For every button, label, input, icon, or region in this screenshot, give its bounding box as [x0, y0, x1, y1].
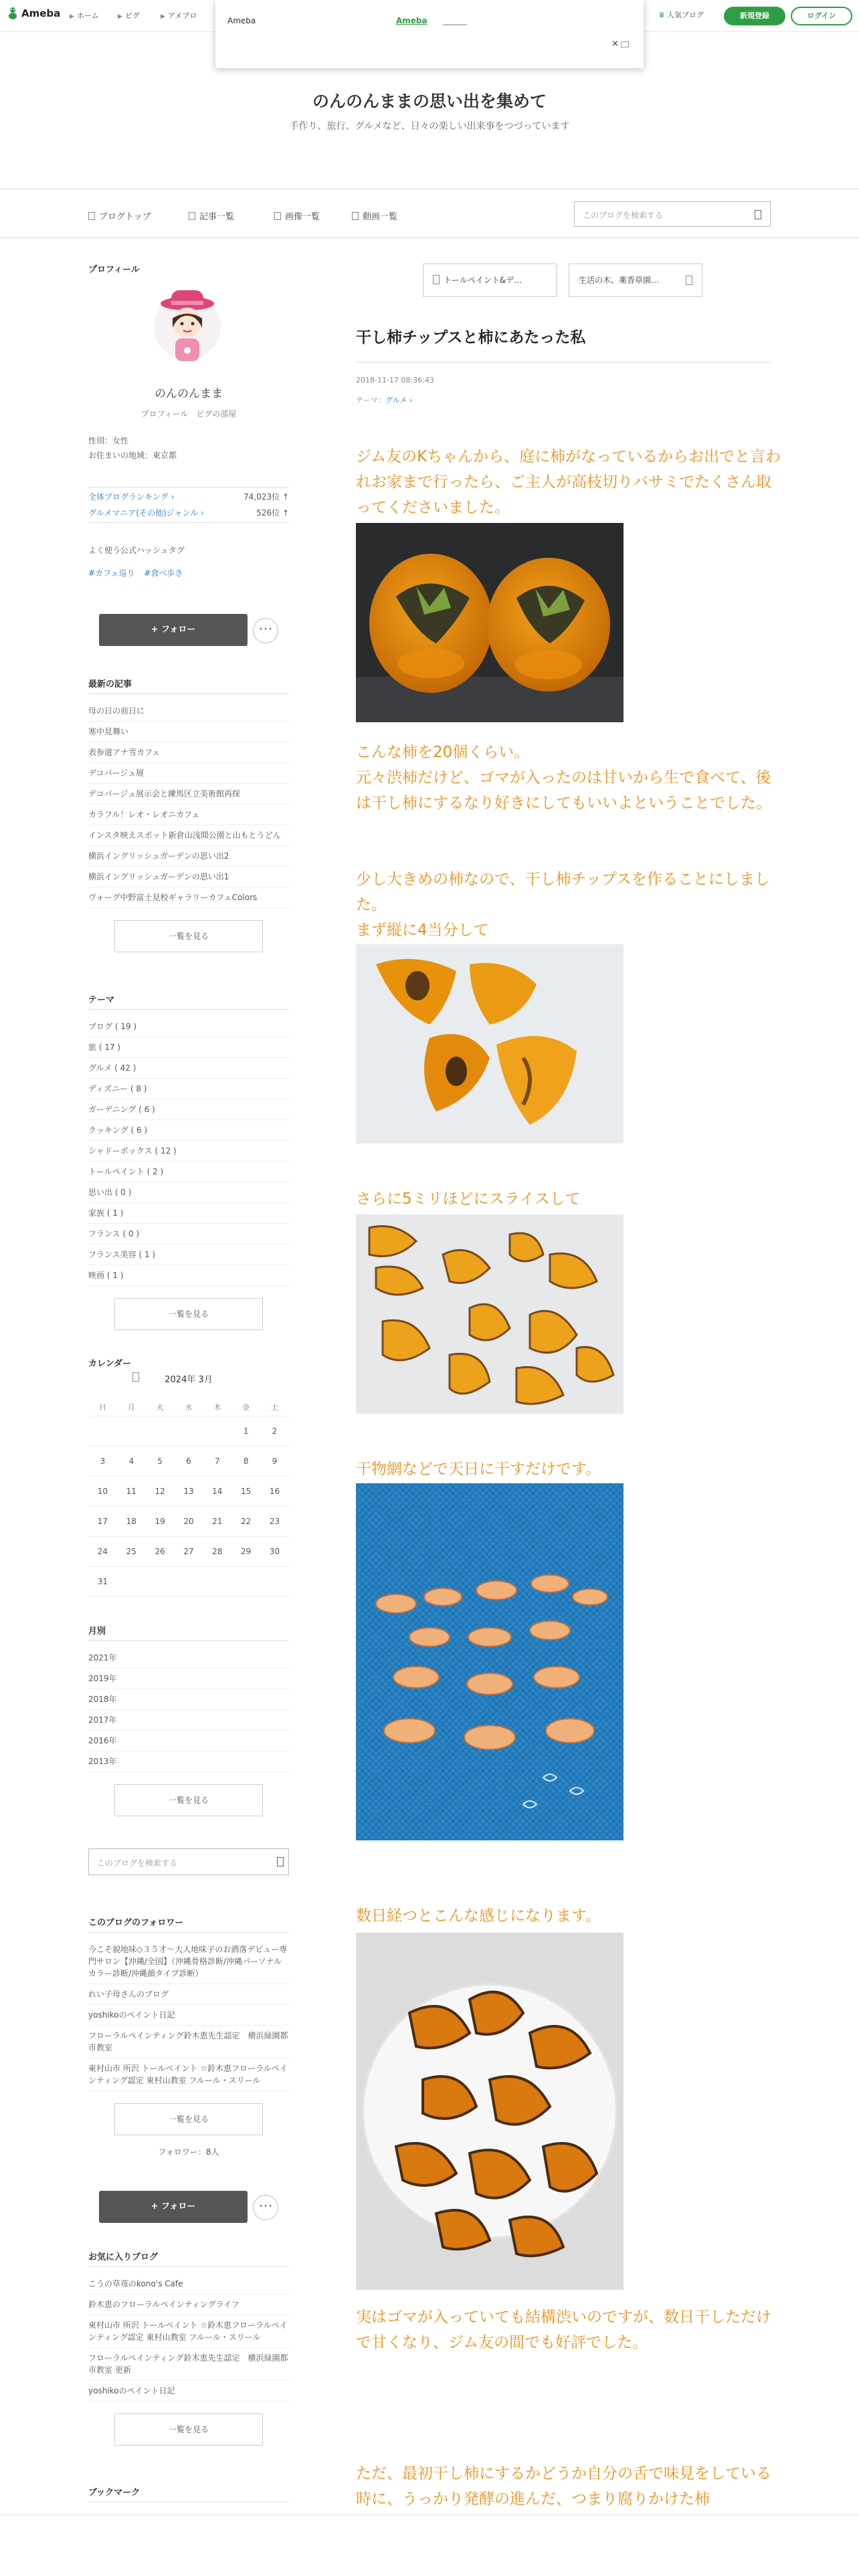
calendar-week	[88, 1416, 289, 1446]
recent-entry-link[interactable]: インスタ映えスポット新倉山浅間公園と山もとうどん	[88, 825, 289, 846]
calendar-day	[231, 1567, 260, 1596]
nav-home[interactable]: ▶ ホーム	[70, 11, 99, 20]
calendar-day: 3	[100, 1457, 106, 1466]
calendar-week	[88, 1537, 289, 1567]
calendar-day: 7	[214, 1457, 220, 1466]
profile-attributes	[88, 433, 289, 463]
nav-image-list[interactable]: 画像一覧	[274, 209, 320, 222]
calendar-day: 17	[97, 1517, 108, 1526]
calendar-day: 30	[269, 1547, 280, 1556]
theme-link[interactable]: トールペイント ( 2 )	[88, 1162, 289, 1182]
profile-heading: プロフィール	[88, 265, 140, 275]
profile-area: お住まいの地域：東京都	[88, 451, 177, 460]
theme-link[interactable]: 旅 ( 17 )	[88, 1037, 289, 1058]
theme-link[interactable]: 映画 ( 1 )	[88, 1265, 289, 1286]
calendar-day: 1	[243, 1426, 249, 1436]
video-icon	[352, 212, 359, 220]
theme-link[interactable]: ディズニー ( 8 )	[88, 1079, 289, 1099]
page-divider	[0, 2514, 859, 2515]
calendar-heading: カレンダー	[88, 1359, 132, 1369]
calendar-day	[146, 1416, 175, 1446]
calendar-day	[203, 1416, 231, 1446]
theme-link[interactable]: グルメ ( 42 )	[88, 1058, 289, 1079]
see-all-button[interactable]: 一覧を見る	[114, 2103, 263, 2135]
calendar-day: 27	[183, 1547, 194, 1556]
recent-entry-link[interactable]: 横浜イングリッシュガーデンの思い出1	[88, 867, 289, 887]
favorite-blog-link[interactable]: こうの草苺のkono's Cafe	[88, 2274, 289, 2294]
nav-entry-list[interactable]: 記事一覧	[189, 209, 234, 222]
calendar-day: 9	[272, 1457, 278, 1466]
favorite-blogs	[88, 2250, 289, 2446]
favorite-blog-link[interactable]: 東村山市 所沢 トールペイント ☆鈴木恵フローラルペインティング認定 東村山教室 フルール・スリール	[88, 2315, 289, 2348]
calendar-day: 20	[183, 1517, 194, 1526]
monthly-archive	[88, 1624, 289, 1816]
favorites-heading: お気に入りブログ	[88, 2250, 289, 2267]
profile-gender: 性別：女性	[88, 436, 129, 445]
calendar-day: 10	[97, 1487, 108, 1496]
chevron-right-icon: ▶	[161, 13, 165, 20]
see-all-button[interactable]: 一覧を見る	[114, 1298, 263, 1330]
nav-video-list[interactable]: 動画一覧	[352, 209, 397, 222]
photo-dried-chips[interactable]	[356, 1933, 624, 2290]
recent-entry-link[interactable]: ヴォーグ中野富士見校ギャラリーカフェColors	[88, 887, 289, 908]
calendar-weekday: 月	[127, 1403, 135, 1412]
nav-ameblo[interactable]: ▶ アメブロ	[161, 11, 197, 20]
overlay-brand: Ameba	[227, 16, 256, 25]
monthly-link[interactable]: 2019年	[88, 1669, 289, 1689]
bookmarks-heading: ブックマーク	[88, 2485, 289, 2502]
theme-link[interactable]: ブログ ( 19 )	[88, 1016, 289, 1037]
blog-description: 手作り、旅行、グルメなど、日々の楽しい出来事をつづっています	[289, 121, 570, 132]
calendar-weekday: 水	[185, 1403, 193, 1412]
calendar-grid	[88, 1399, 289, 1597]
article-paragraph: 少し大きめの柿なので、干し柿チップスを作ることにしました。 まず縦に4当分して	[356, 871, 770, 939]
recent-list	[88, 701, 289, 908]
calendar-day	[146, 1567, 175, 1596]
theme-link[interactable]: グルメ	[385, 396, 407, 405]
monthly-link[interactable]: 2021年	[88, 1648, 289, 1669]
chevron-left-icon	[433, 275, 440, 284]
profile-name[interactable]: のんのんまま	[155, 387, 223, 401]
ameba-logo[interactable]	[7, 7, 60, 20]
calendar-day	[260, 1567, 289, 1596]
overlay-divider	[443, 24, 467, 25]
monthly-heading: 月別	[88, 1624, 289, 1641]
theme-link[interactable]: クッキング ( 6 )	[88, 1120, 289, 1141]
monthly-link[interactable]: 2016年	[88, 1731, 289, 1751]
theme-link[interactable]: フランス ( 0 )	[88, 1224, 289, 1245]
calendar-day: 14	[212, 1487, 223, 1496]
blog-search-input[interactable]: このブログを検索する	[574, 201, 771, 227]
favorite-blog-link[interactable]: 鈴木恵のフローラルペインティングライフ	[88, 2294, 289, 2315]
article-date: 2018-11-17 08:36:43	[356, 376, 434, 385]
calendar-day	[88, 1416, 117, 1446]
follower-link[interactable]: 東村山市 所沢 トールペイント ☆鈴木恵フローラルペインティング認定 東村山教室 フルール・スリール	[88, 2058, 289, 2091]
ranking-box	[88, 487, 289, 523]
ranking-value: 74,023位	[244, 492, 280, 502]
theme-link[interactable]: 家族 ( 1 )	[88, 1203, 289, 1224]
ranking-value: 526位	[256, 508, 280, 518]
calendar-week	[88, 1567, 289, 1597]
calendar-day: 24	[97, 1547, 108, 1556]
article-paragraph: 干物網などで天日に干すだけです。	[356, 1461, 601, 1478]
calendar-day: 22	[241, 1517, 252, 1526]
article-paragraph: 数日経つとこんな感じになります。	[356, 1907, 601, 1925]
calendar-day: 15	[241, 1487, 252, 1496]
calendar-day: 8	[243, 1457, 249, 1466]
calendar-day: 5	[157, 1457, 163, 1466]
recent-entries	[88, 677, 289, 952]
theme-link[interactable]: ガーデニング ( 6 )	[88, 1099, 289, 1120]
search-icon[interactable]	[755, 210, 761, 219]
calendar-weekday: 火	[156, 1403, 164, 1412]
calendar-weekday: 木	[213, 1403, 221, 1412]
blog-nav	[0, 189, 859, 238]
theme-link[interactable]: シャドーボックス ( 12 )	[88, 1141, 289, 1162]
article-paragraph: さらに5ミリほどにスライスして	[356, 1190, 581, 1208]
see-all-button[interactable]: 一覧を見る	[114, 1784, 263, 1816]
article-paragraph: ただ、最初干し柿にするかどうか自分の舌で味見をしている時に、うっかり発酵の進んだ、つまり腐りかけた柿	[356, 2465, 771, 2508]
article-paragraph: 実はゴマが入っていても結構渋いのですが、数日干しただけで甘くなり、ジム友の間でも好評でした。	[356, 2309, 771, 2351]
themes-heading: テーマ	[88, 992, 289, 1010]
recent-heading: 最新の記事	[88, 677, 289, 694]
calendar-day: 29	[241, 1547, 252, 1556]
favorite-list	[88, 2274, 289, 2401]
calendar-day: 23	[269, 1517, 280, 1526]
article-paragraph: こんな柿を20個くらい。 元々渋柿だけど、ゴマが入ったのは甘いから生で食べて、後は干し柿にするなり好きにしてもいいよということでした。	[356, 744, 771, 812]
theme-nav-button[interactable]: 生活の木、薬香草園…	[569, 263, 702, 297]
themes-section	[88, 992, 289, 1330]
follow-button[interactable]: + フォロー	[99, 2191, 248, 2223]
calendar-day: 21	[212, 1517, 223, 1526]
home-icon	[88, 212, 95, 220]
image-icon	[274, 212, 281, 220]
calendar-week	[88, 1446, 289, 1477]
follower-count: フォロワー：8人	[158, 2147, 219, 2157]
ranking-label[interactable]: 全体ブログランキング ›	[88, 492, 175, 502]
more-options-button[interactable]: ･･･	[253, 618, 278, 643]
ranking-label[interactable]: グルメマニア(その他)ジャンル ›	[88, 508, 204, 518]
see-all-button[interactable]: 一覧を見る	[114, 920, 263, 952]
list-icon	[189, 212, 195, 220]
blog-title[interactable]: のんのんままの思い出を集めて	[312, 92, 547, 111]
arrow-up-icon: ↑	[282, 492, 289, 502]
calendar-day: 31	[97, 1577, 108, 1586]
calendar-day: 16	[269, 1487, 280, 1496]
article-title[interactable]: 干し柿チップスと柿にあたった私	[356, 325, 771, 362]
calendar-day: 6	[186, 1457, 191, 1466]
followers-heading: このブログのフォロワー	[88, 1915, 289, 1933]
recent-entry-link[interactable]: 寒中見舞い	[88, 722, 289, 742]
calendar-day: 18	[126, 1517, 136, 1526]
search-icon[interactable]	[277, 1857, 284, 1866]
chevron-right-icon: ▶	[118, 13, 122, 20]
calendar-week	[88, 1477, 289, 1507]
ameba-logo-icon	[7, 7, 19, 20]
monthly-link[interactable]: 2018年	[88, 1689, 289, 1710]
recent-entry-link[interactable]: デコパージュ展	[88, 763, 289, 784]
promo-overlay	[215, 0, 644, 68]
calendar-day: 2	[272, 1426, 278, 1436]
calendar-month: 2024年 3月	[165, 1375, 213, 1385]
recent-entry-link[interactable]: 表参道アナ雪カフェ	[88, 742, 289, 763]
ranking-row	[88, 505, 289, 521]
hashtag-list	[88, 567, 189, 578]
calendar-day	[117, 1567, 146, 1596]
calendar-day	[203, 1567, 231, 1596]
follow-button[interactable]: + フォロー	[99, 614, 248, 646]
hashtag-link[interactable]: #カフェ巡り	[88, 568, 135, 578]
calendar-day: 12	[155, 1487, 165, 1496]
chevron-right-icon	[686, 276, 692, 285]
calendar-week	[88, 1507, 289, 1537]
calendar-day	[117, 1416, 146, 1446]
photo-quartered-persimmons[interactable]	[356, 944, 624, 1144]
calendar-weekday: 日	[98, 1403, 106, 1412]
theme-nav-button[interactable]: トールペイント&デ…	[423, 263, 557, 297]
theme-link[interactable]: フランス美容 ( 1 )	[88, 1245, 289, 1265]
hashtag-link[interactable]: #食べ歩き	[144, 568, 183, 578]
popular-blogs-link[interactable]: ♛ 人気ブログ	[658, 11, 704, 19]
calendar-weekday: 土	[270, 1403, 278, 1412]
arrow-up-icon: ↑	[282, 508, 289, 518]
ad-info-icon[interactable]	[621, 41, 629, 47]
calendar-day	[175, 1567, 203, 1596]
photo-halved-persimmons[interactable]	[356, 523, 624, 722]
theme-link[interactable]: 思い出 ( 0 )	[88, 1182, 289, 1203]
logo-text: Ameba	[21, 7, 61, 19]
see-all-button[interactable]: 一覧を見る	[114, 2413, 263, 2446]
follower-list	[88, 1939, 289, 2091]
photo-drying-net[interactable]	[356, 1483, 624, 1840]
more-options-button[interactable]: ･･･	[253, 2195, 278, 2220]
calendar-day: 4	[128, 1457, 134, 1466]
calendar-day: 11	[126, 1487, 136, 1496]
bookmarks-section	[88, 2485, 289, 2509]
follower-link[interactable]: yoshikoのペイント日記	[88, 2005, 289, 2026]
crown-icon: ♛	[658, 11, 665, 19]
photo-persimmon-slices[interactable]	[356, 1214, 624, 1414]
close-icon[interactable]: ×	[611, 39, 619, 49]
article-paragraph: ジム友のKちゃんから、庭に柿がなっているからお出でと言われお家まで行ったら、ご主人が高枝切りバサミでたくさん取ってくださいました。	[356, 448, 781, 516]
ranking-row	[88, 489, 289, 505]
calendar-day: 13	[183, 1487, 194, 1496]
follower-link[interactable]: フローラルペインティング鈴木恵先生認定 横浜緑園都市教室	[88, 2026, 289, 2058]
calendar-day: 25	[126, 1547, 136, 1556]
favorite-blog-link[interactable]: yoshikoのペイント日記	[88, 2381, 289, 2401]
avatar[interactable]	[153, 285, 222, 368]
calendar-day: 26	[155, 1547, 165, 1556]
overlay-link[interactable]: Ameba	[396, 16, 427, 25]
followers-section	[88, 1915, 289, 2157]
side-search-input[interactable]: このブログを検索する	[88, 1848, 289, 1875]
chevron-right-icon: ▶	[70, 13, 74, 20]
recent-entry-link[interactable]: デコパージュ展示会と練馬区立美術館再探	[88, 784, 289, 804]
profile-links[interactable]: プロフィール ピグの部屋	[140, 409, 237, 419]
login-button[interactable]: ログイン	[791, 7, 852, 25]
follower-link[interactable]: れい子母さんのブログ	[88, 1984, 289, 2005]
recent-entry-link[interactable]: 母の日の前日に	[88, 701, 289, 722]
monthly-link[interactable]: 2013年	[88, 1751, 289, 1772]
monthly-list	[88, 1648, 289, 1772]
recent-entry-link[interactable]: カラフル！レオ・レオニカフェ	[88, 804, 289, 825]
calendar	[88, 1356, 289, 1590]
signup-button[interactable]: 新規登録	[724, 7, 785, 25]
theme-list	[88, 1016, 289, 1286]
calendar-weekday: 金	[242, 1403, 250, 1412]
hashtags-heading: よく使う公式ハッシュタグ	[88, 546, 185, 555]
follower-link[interactable]: 今こそ貌地味◇３５才〜大人地味子のお洒落デビュー専門サロン【沖縄/全国】（沖縄骨格診断/沖縄パーソナルカラー診断/沖縄顔タイプ診断）	[88, 1939, 289, 1984]
calendar-day	[175, 1416, 203, 1446]
monthly-link[interactable]: 2017年	[88, 1710, 289, 1731]
recent-entry-link[interactable]: 横浜イングリッシュガーデンの思い出2	[88, 846, 289, 867]
calendar-weekdays	[88, 1399, 289, 1416]
nav-blog-top[interactable]: ブログトップ	[88, 209, 151, 222]
calendar-day: 28	[212, 1547, 223, 1556]
calendar-day: 19	[155, 1517, 165, 1526]
favorite-blog-link[interactable]: フローラルペインティング鈴木恵先生認定 横浜緑園都市教室 更新	[88, 2348, 289, 2381]
article-theme: テーマ：グルメ ›	[356, 396, 413, 405]
nav-pigg[interactable]: ▶ ピグ	[118, 11, 140, 20]
